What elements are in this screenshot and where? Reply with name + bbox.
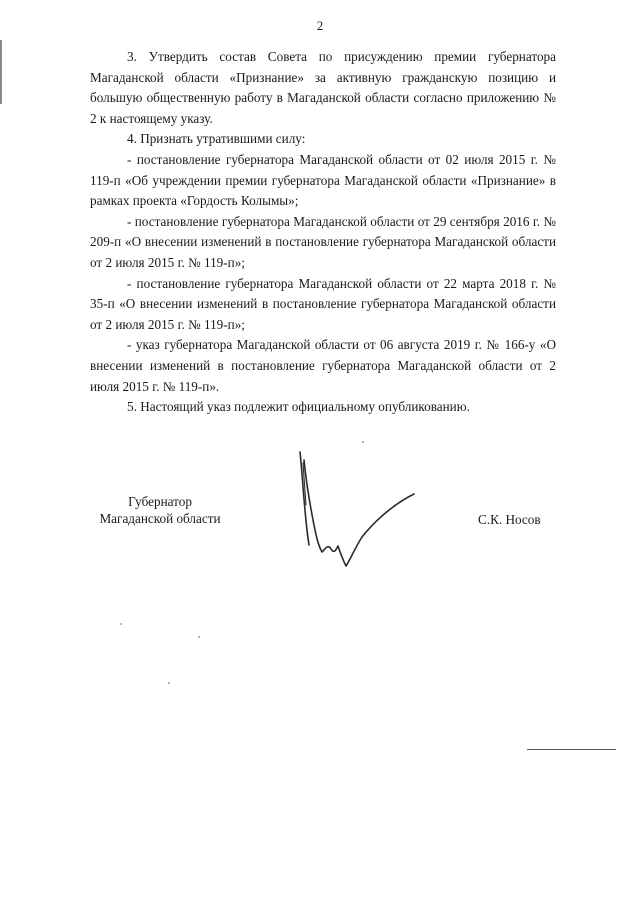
paragraph-item-4: 4. Признать утратившими силу: <box>127 131 306 147</box>
repealed-act-2: - постановление губернатора Магаданской области от 29 сентября 2016 г. № 209-п «О внесении изменений в постановление губернатора Магаданской области от 2 июля 2015 г. № 119-п»; <box>90 213 556 270</box>
scan-speck <box>120 623 122 625</box>
signatory-name: С.К. Носов <box>478 512 541 527</box>
scan-speck <box>198 636 200 638</box>
page-number: 2 <box>316 18 324 33</box>
paragraph-item-5: 5. Настоящий указ подлежит официальному опубликованию. <box>127 399 470 415</box>
signature-stroke <box>300 452 414 566</box>
signatory-title-line-2: Магаданской области <box>99 511 221 526</box>
repealed-act-3: - постановление губернатора Магаданской области от 22 марта 2018 г. № 35-п «О внесении изменений в постановление губернатора Магаданской области от 2 июля 2015 г. № 119-п»; <box>90 275 556 332</box>
paragraph-item-3: 3. Утвердить состав Совета по присуждению премии губернатора Магаданской области «Признание» за активную гражданскую позицию и большую общественную работу в Магаданской области согласно приложению № 2 к настоящему указу. <box>90 49 556 126</box>
bottom-rule <box>527 749 616 750</box>
repealed-act-1: - постановление губернатора Магаданской области от 02 июля 2015 г. № 119-п «Об учреждении премии губернатора Магаданской области «Признание» в рамках проекта «Гордость Колымы»; <box>90 151 556 209</box>
scan-speck <box>168 682 170 684</box>
document-body <box>90 47 556 418</box>
signatory-title-line-1: Губернатор <box>128 494 192 509</box>
scan-speck <box>362 441 364 443</box>
signature-stroke-accent <box>303 463 306 505</box>
signatory-title <box>90 493 230 527</box>
repealed-act-4: - указ губернатора Магаданской области от 06 августа 2019 г. № 166-у «О внесении изменений в постановление губернатора Магаданской области от 2 июля 2015 г. № 119-п». <box>90 337 556 394</box>
scan-margin-mark <box>0 40 2 104</box>
